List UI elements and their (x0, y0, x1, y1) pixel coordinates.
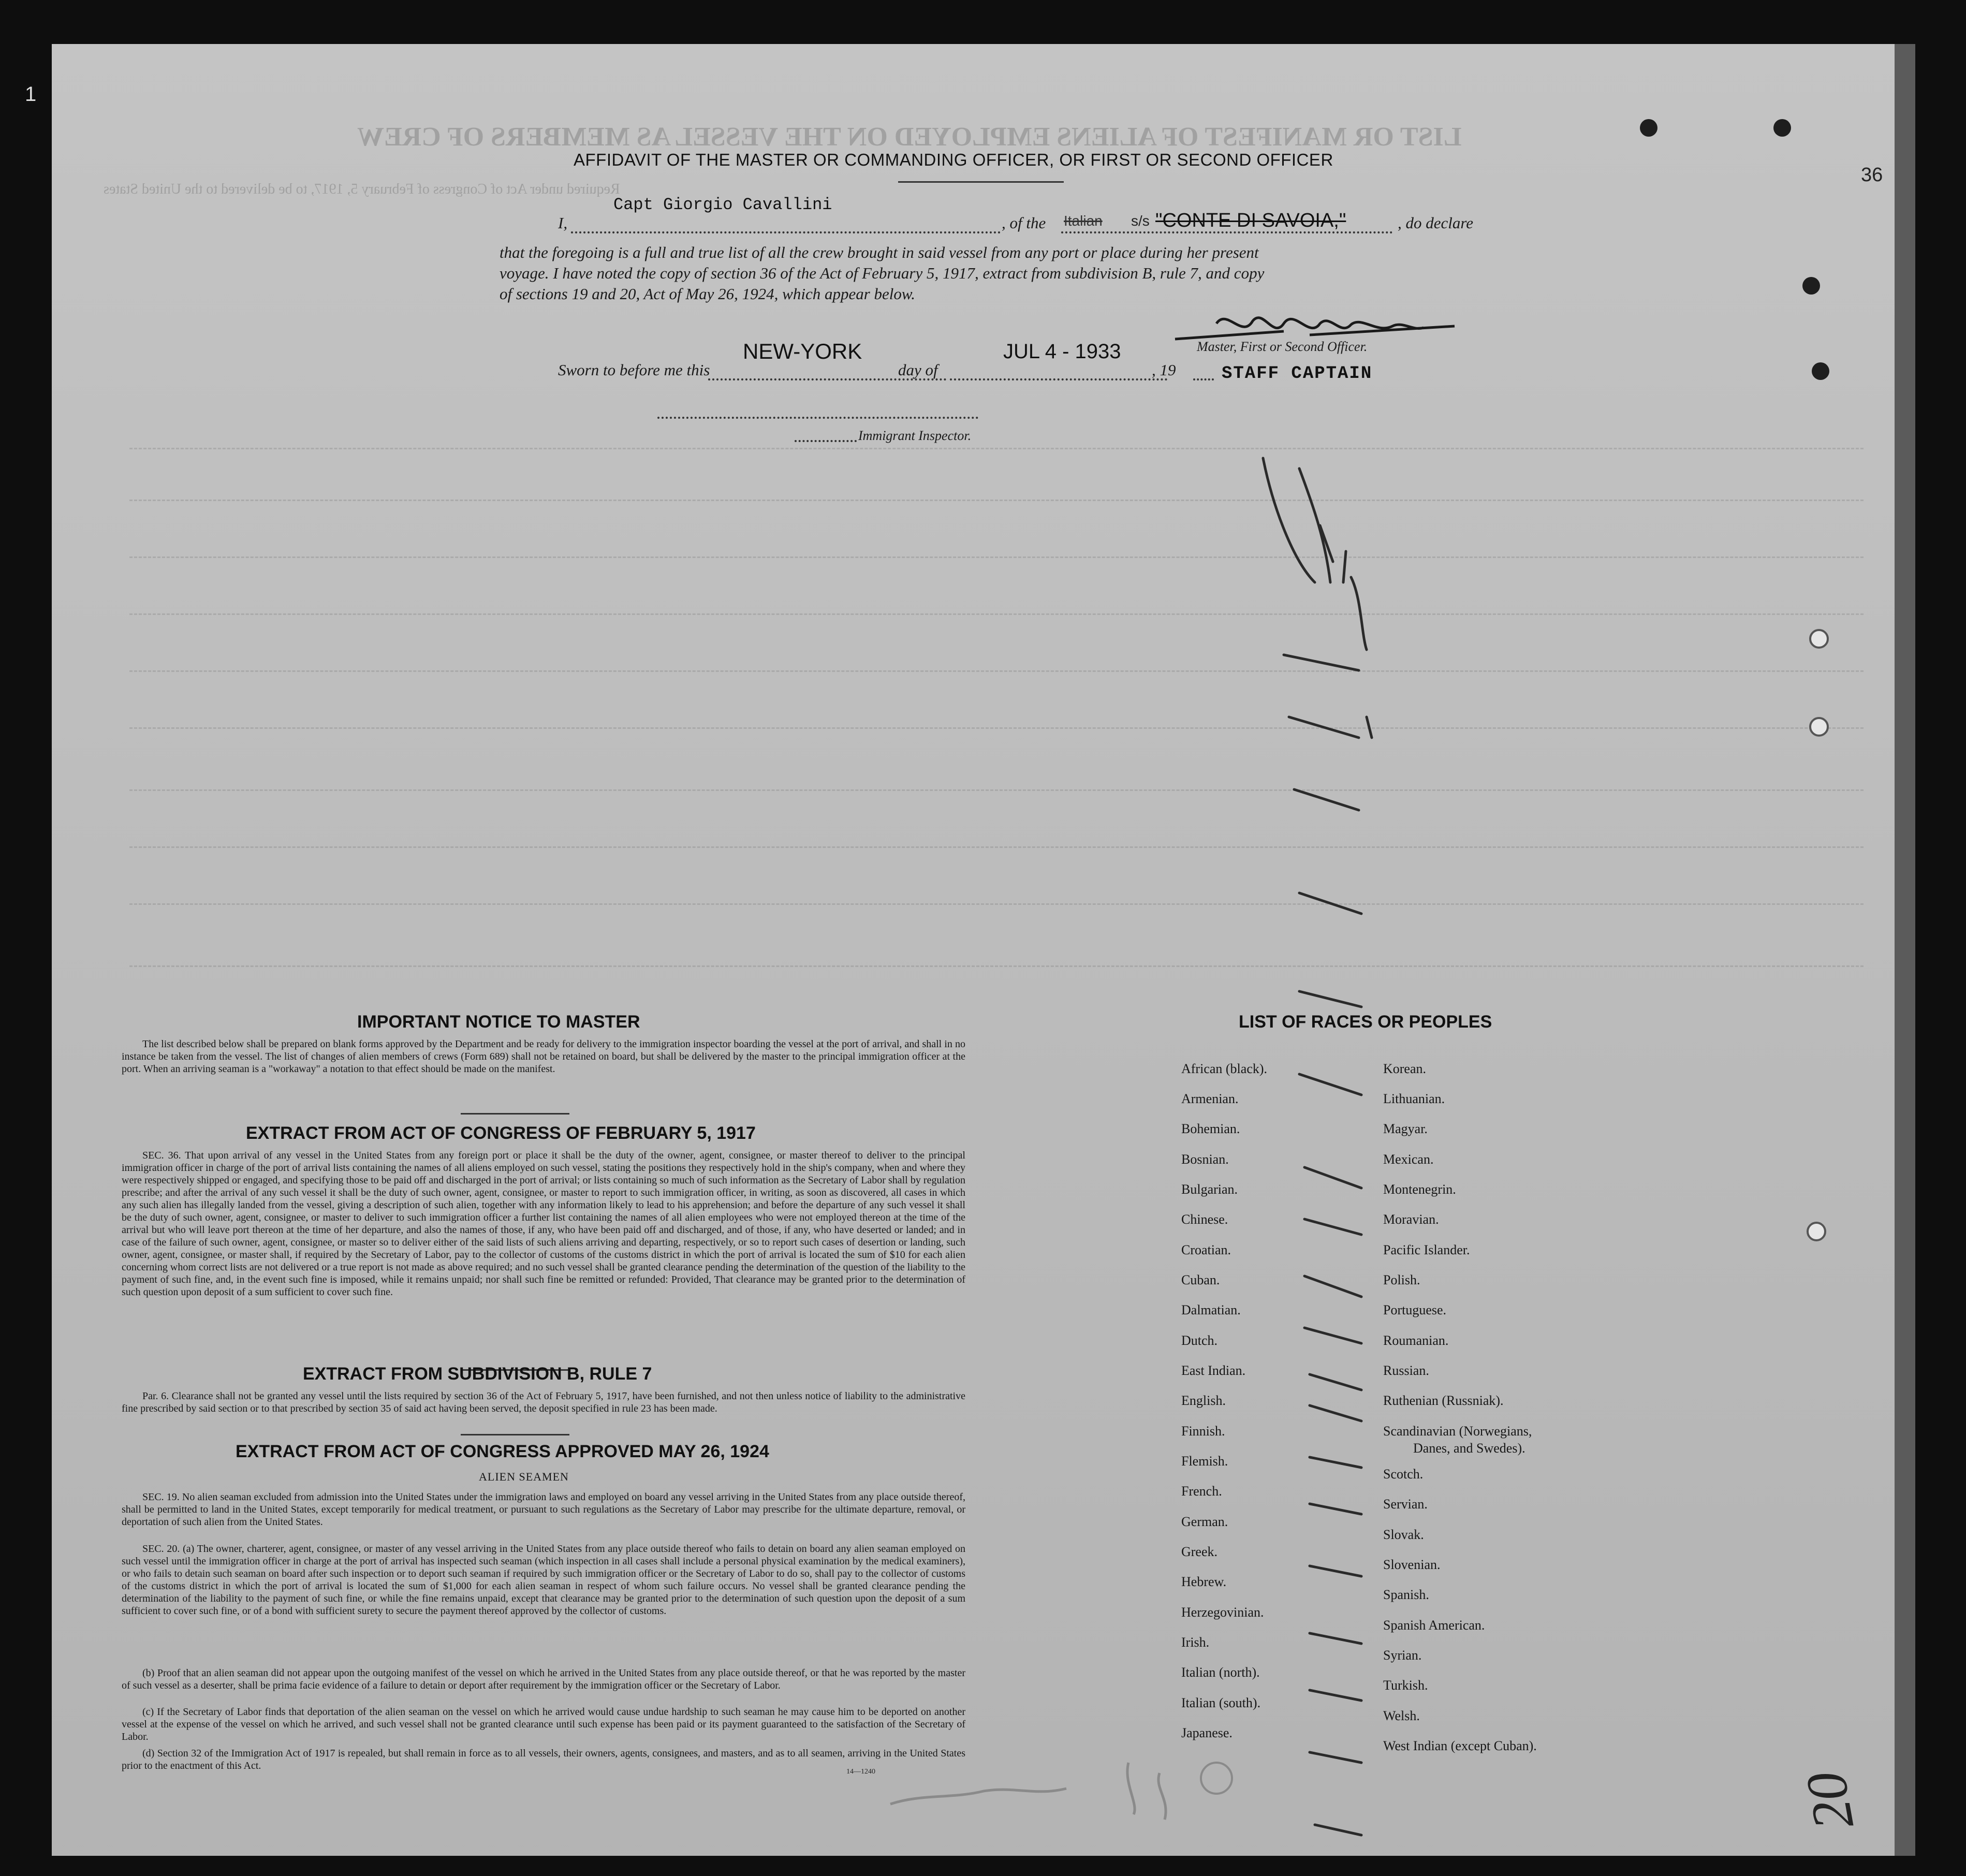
race-item: Italian (north). (1181, 1665, 1260, 1680)
race-item-continuation: Danes, and Swedes). (1413, 1441, 1525, 1456)
extract-1924-subtitle: ALIEN SEAMEN (479, 1470, 569, 1483)
race-item: Finnish. (1181, 1424, 1225, 1439)
race-item: German. (1181, 1514, 1228, 1529)
ghost-row (129, 727, 1864, 729)
race-item: Spanish. (1383, 1587, 1429, 1602)
notice-rule (461, 1113, 569, 1115)
sec20a-body: SEC. 20. (a) The owner, charterer, agent, consignee, or master of any vessel arriving in the United States from any place outside thereof who fails to detain on board any alien seaman employed on such vessel until the immigration officer in charge at the port of arrival has inspected such seaman (which inspection in all cases shall include a personal physical examination by the medical examiners), or who fails to detain such seaman on board after such inspection or to deport such seaman if required by such immigration officer or the Secretary of Labor to do so, shall pay to the collector of customs of the customs district in which the port of arrival is located the sum of $1,000 for each alien seaman in respect of whom such failure occurs. No vessel shall be granted clearance pending the determination of the liability to the payment of such fine, or while the fine remains unpaid, except that clearance may be granted prior to the determination of such question upon the deposit of a sum sufficient to cover such fine, or of a bond with sufficient surety to secure the payment thereof approved by the collector of customs. (122, 1543, 965, 1617)
affidavit-of-the: , of the (1002, 214, 1046, 232)
manifest-sheet (25, 44, 1895, 1856)
race-item: Pacific Islander. (1383, 1242, 1470, 1257)
ghost-row (129, 903, 1864, 905)
races-title: LIST OF RACES OR PEOPLES (1239, 1012, 1492, 1032)
race-item: Turkish. (1383, 1678, 1428, 1693)
race-item: Irish. (1181, 1635, 1210, 1650)
vessel-name: "CONTE DI SAVOIA," (1155, 210, 1346, 231)
vessel-prefix: s/s (1131, 213, 1150, 229)
race-item: Spanish American. (1383, 1618, 1485, 1633)
manifest-header-subtitle: Required under Act of Congress of February 5, 1917, to be delivered to the United States (104, 181, 620, 197)
extract-1917-body: SEC. 36. That upon arrival of any vessel in the United States from any foreign port or place it shall be the duty of the owner, agent, consignee, or master thereof to deliver to the principal immigration officer in charge of the port of arrival lists containing the names of all aliens employed on such vessel, stating the positions they respectively hold in the ship's company, when and where they were respectively shipped or engaged, and specifying those to be paid off and discharged in the port of arrival; or lists containing so much of such information as the Secretary of Labor shall by regulation prescribe; and after the arrival of any such vessel it shall be the duty of such owner, agent, consignee, or master to report to such immigration officer, in writing, as soon as discovered, all cases in which any such alien has illegally landed from the vessel, giving a description of such alien, together with any information likely to lead to his apprehension; and before the departure of any such vessel it shall be the duty of such owner, agent, consignee, or master to deliver to such immigration officer a further list containing the names of all alien employees who were not employed thereon at the time of the arrival but who will leave port thereon at the time of her departure, and also the names of those, if any, who have been paid off and discharged, and of those, if any, who have deserted or landed; and in case of the failure of such owner, agent, consignee, or master so to deliver either of the said lists of such aliens arriving and departing, respectively, or so to report such cases of desertion or landing, such owner, agent, consignee, or master shall, if required by the Secretary of Labor, pay to the collector of customs of the customs district in which the port of arrival is located the sum of $10 for each alien concerning whom correct lists are not delivered or a true report is not made as above required; and no such vessel shall be granted clearance pending the determination of the question of the liability to the payment of such fine, and, in the event such fine is imposed, while it remains unpaid; nor shall such fine be remitted or refunded: Provided, That clearance may be granted prior to the determination of such question upon deposit of a sum sufficient to cover such fine. (122, 1150, 965, 1298)
race-item: African (black). (1181, 1061, 1268, 1076)
sheet-edge-shadow (1895, 44, 1915, 1856)
pencil-notation (880, 1742, 1242, 1825)
race-item: Welsh. (1383, 1708, 1420, 1723)
race-item: Dalmatian. (1181, 1302, 1241, 1317)
officer-name-line (571, 231, 1001, 233)
race-item: Herzegovinian. (1181, 1605, 1264, 1620)
race-item: Scotch. (1383, 1467, 1424, 1482)
affidavit-line1-prefix: I, (558, 214, 568, 232)
officer-title: STAFF CAPTAIN (1222, 364, 1373, 384)
margin-mark-left: 1 (25, 83, 37, 106)
vessel-line (1061, 231, 1392, 233)
sworn-date-line (950, 378, 1167, 380)
affidavit-title: AFFIDAVIT OF THE MASTER OR COMMANDING OFFICER, OR FIRST OR SECOND OFFICER (574, 150, 1333, 169)
punch-hole (1809, 629, 1829, 649)
race-item: Russian. (1383, 1363, 1429, 1378)
manifest-page-number: 36 (1861, 164, 1883, 186)
extract-1924-title: EXTRACT FROM ACT OF CONGRESS APPROVED MAY 26, 1924 (236, 1442, 769, 1461)
extract-rule7-title: EXTRACT FROM SUBDIVISION B, RULE 7 (303, 1364, 652, 1384)
race-item: French. (1181, 1484, 1222, 1499)
race-item: Ruthenian (Russniak). (1383, 1393, 1504, 1408)
race-item: Portuguese. (1383, 1302, 1447, 1317)
sec20b-body: (b) Proof that an alien seaman did not appear upon the outgoing manifest of the vessel on which he arrived in the United States from any place outside thereof, or that he was reported by the master of such vessel as a deserter, shall be prima facie evidence of a failure to detain or deport after requirement by the immigration officer or the Secretary of Labor. (122, 1667, 965, 1691)
ghost-row (129, 670, 1864, 672)
race-item: Greek. (1181, 1544, 1218, 1559)
affidavit-line3: voyage. I have noted the copy of section 36 of the Act of February 5, 1917, extract from subdivision B, rule 7, and copy (500, 264, 1265, 282)
race-item: Croatian. (1181, 1242, 1231, 1257)
sworn-place: NEW-YORK (743, 339, 862, 363)
race-item: Bohemian. (1181, 1121, 1240, 1136)
sworn-prefix: Sworn to before me this (558, 361, 710, 379)
punch-hole (1773, 119, 1791, 137)
race-item: Hebrew. (1181, 1574, 1227, 1589)
day-of: day of (898, 361, 938, 379)
ghost-row (129, 448, 1864, 449)
signature-caption: Master, First or Second Officer. (1197, 339, 1368, 354)
ghost-row (129, 965, 1864, 967)
punch-hole (1807, 1222, 1826, 1241)
race-item: East Indian. (1181, 1363, 1246, 1378)
punch-hole (1640, 119, 1657, 137)
race-item: Polish. (1383, 1272, 1420, 1287)
race-item: Chinese. (1181, 1212, 1228, 1227)
race-item: Armenian. (1181, 1091, 1239, 1106)
extract-rule7-rule (461, 1434, 569, 1435)
notice-title: IMPORTANT NOTICE TO MASTER (357, 1012, 640, 1032)
punch-hole (1809, 717, 1829, 737)
ghost-row (129, 613, 1864, 615)
race-item: Flemish. (1181, 1454, 1228, 1469)
sworn-date: JUL 4 - 1933 (1003, 340, 1121, 363)
form-number: 14—1240 (846, 1768, 875, 1776)
extract-rule7-body: Par. 6. Clearance shall not be granted any vessel until the lists required by section 36 of the Act of February 5, 1917, have been furnished, and not then unless notice of liability to the administrative fine prescribed by said section or to that prescribed by section 35 of said act having been served, the deposit specified in rule 23 has been made. (122, 1390, 965, 1414)
manifest-header-title: LIST OR MANIFEST OF ALIENS EMPLOYED ON THE VESSEL AS MEMBERS OF CREW (357, 122, 1462, 152)
ghost-row (129, 846, 1864, 848)
race-item: Scandinavian (Norwegians, (1383, 1424, 1532, 1439)
inspector-line-short (795, 440, 857, 442)
race-item: Dutch. (1181, 1333, 1218, 1348)
affidavit-line2: that the foregoing is a full and true list of all the crew brought in said vessel from any port or place during her present (500, 243, 1259, 261)
race-item: Magyar. (1383, 1121, 1428, 1136)
inspector-caption: Immigrant Inspector. (858, 428, 972, 443)
race-item: Bosnian. (1181, 1152, 1229, 1167)
race-item: Servian. (1383, 1497, 1428, 1512)
affidavit-line4: of sections 19 and 20, Act of May 26, 1924, which appear below. (500, 285, 916, 303)
race-item: Lithuanian. (1383, 1091, 1445, 1106)
race-item: Korean. (1383, 1061, 1427, 1076)
handwritten-page-number: 20 (1793, 1767, 1866, 1835)
year-prefix: , 19 (1152, 361, 1176, 379)
race-item: West Indian (except Cuban). (1383, 1738, 1537, 1753)
punch-hole (1802, 277, 1820, 295)
race-item: English. (1181, 1393, 1226, 1408)
race-item: Slovenian. (1383, 1557, 1441, 1572)
ghost-row (129, 500, 1864, 501)
race-item: Syrian. (1383, 1648, 1422, 1663)
extract-1917-title: EXTRACT FROM ACT OF CONGRESS OF FEBRUARY 5, 1917 (246, 1123, 756, 1143)
ghost-row (129, 789, 1864, 791)
inspector-line (657, 417, 978, 419)
sec20c-body: (c) If the Secretary of Labor finds that deportation of the alien seaman on the vessel on which he arrived would cause undue hardship to such seaman he may cause him to be deported on another vessel at the expense of the vessel on which he arrived, and such vessel shall not be granted clearance until such expense has been paid or its payment guaranteed to the satisfaction of the Secretary of Labor. (122, 1706, 965, 1742)
officer-name: Capt Giorgio Cavallini (613, 195, 832, 214)
sec20d-body: (d) Section 32 of the Immigration Act of 1917 is repealed, but shall remain in force as to all vessels, their owners, agents, consignees, and masters, and as to all seamen, arriving in the United States prior to the enactment of this Act. (122, 1748, 965, 1771)
race-item: Cuban. (1181, 1272, 1220, 1287)
sec19-body: SEC. 19. No alien seaman excluded from admission into the United States under the immigration laws and employed on board any vessel arriving in the United States from any place outside thereof, shall be permitted to land in the United States, except temporarily for medical treatment, or pursuant to such regulations as the Secretary of Labor may prescribe for the ultimate departure, removal, or deportation of such alien from the United States. (122, 1491, 965, 1528)
title-rule (898, 181, 1064, 183)
punch-hole (1812, 362, 1829, 380)
race-item: Slovak. (1383, 1527, 1424, 1542)
race-item: Roumanian. (1383, 1333, 1449, 1348)
race-item: Moravian. (1383, 1212, 1439, 1227)
ghost-row (129, 556, 1864, 558)
race-item: Mexican. (1383, 1152, 1434, 1167)
race-item: Italian (south). (1181, 1695, 1261, 1710)
affidavit-declare: , do declare (1398, 214, 1474, 232)
vessel-nationality: Italian (1064, 213, 1103, 229)
race-item: Japanese. (1181, 1725, 1233, 1740)
race-item: Bulgarian. (1181, 1182, 1238, 1197)
race-item: Montenegrin. (1383, 1182, 1456, 1197)
notice-body: The list described below shall be prepared on blank forms approved by the Department and be ready for delivery to the immigration inspector boarding the vessel at the port of arrival, and shall in no instance be taken from the vessel. The list of changes of alien members of crews (Form 689) shall not be retained on board, but shall be delivered by the master to the principal immigration officer at the port. When an arriving seaman is a "workaway" a notation to that effect should be made on the manifest. (122, 1038, 965, 1075)
year-line (1193, 378, 1214, 380)
